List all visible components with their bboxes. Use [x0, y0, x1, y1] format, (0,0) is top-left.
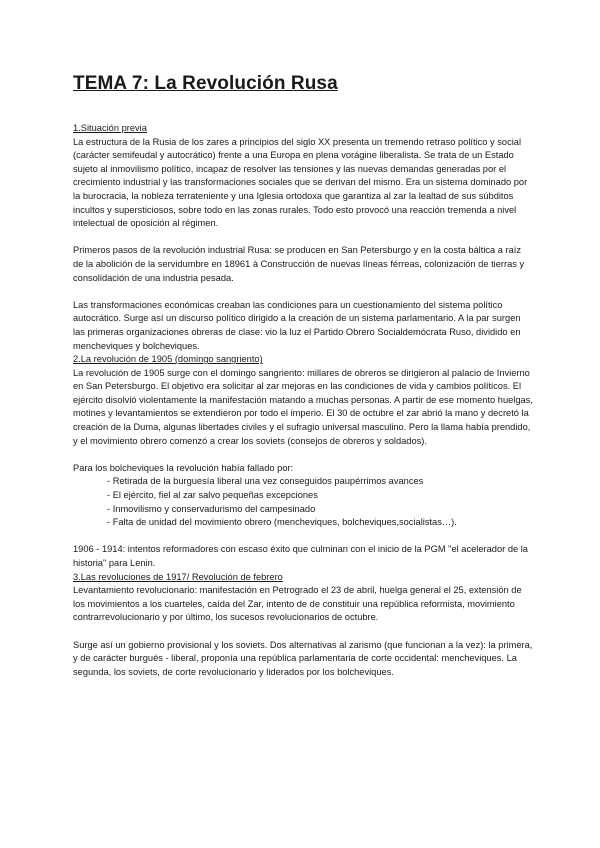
list-item: - Inmovilismo y conservadurismo del campesinado — [107, 503, 533, 517]
paragraph: Las transformaciones económicas creaban las condiciones para un cuestionamiento del sistema político autocrático. Surge así un discurso político dirigido a la creación de un sistema parlamentario. A la par surgen las primeras organizaciones obreras de clase: vio la luz el Partido Obrero Socialdemócrata Ruso, dividido en mencheviques y bolcheviques. — [73, 299, 521, 351]
section-heading-1: 1.Situación previa — [73, 123, 147, 133]
page-title: TEMA 7: La Revolución Rusa — [73, 73, 338, 94]
paragraph: Surge así un gobierno provisional y los soviets. Dos alternativas al zarismo (que funcionan a la vez): la primera, y de carácter burgués - liberal, proponía una república parlamentaria de corte occidental: mencheviques. La segunda, los soviets, de corte revolucionario y liderados por los bolcheviques. — [73, 639, 533, 677]
document-body — [73, 122, 533, 679]
paragraph: La revolución de 1905 surge con el domingo sangriento: millares de obreros se dirigieron al palacio de Invierno en San Petersburgo. El objetivo era solicitar al zar mejoras en las condiciones de vida y cambios políticos. El ejército disolvió violentamente la manifestación matando a muchas personas. A partir de ese momento huelgas, motines y levantamientos se extendieron por todo el imperio. El 30 de octubre el zar abrió la mano y decretó la creación de la Duma, algunas libertades civiles y el sufragio universal masculino. Pero la llama había prendido, y el movimiento obrero comenzó a crear los soviets (consejos de obreros y soldados). — [73, 367, 533, 446]
paragraph: La estructura de la Rusia de los zares a principios del siglo XX presenta un tremendo retraso político y social (carácter semifeudal y autocrático) frente a una Europa en plena vorágine liberalista. Se trata de un Estado sujeto al inmovilismo político, incapaz de resolver las tensiones y las nuevas demandas generadas por el crecimiento industrial y las transformaciones sociales que se derivan del mismo. Era un sistema dominado por la burocracia, la nobleza terrateniente y una Iglesia ortodoxa que garantiza al zar la lealtad de sus súbditos incultos y supersticiosos, sobre todo en las zonas rurales. Todo esto provocó una reacción tremenda a nivel intelectual de oposición al régimen. — [73, 136, 528, 229]
list-item: - El ejército, fiel al zar salvo pequeñas excepciones — [107, 489, 533, 503]
paragraph: Primeros pasos de la revolución industrial Rusa: se producen en San Petersburgo y en la costa báltica a raíz de la abolición de la servidumbre en 18961 à Construcción de nuevas líneas férreas, colonización de tierras y consolidación de una industria pesada. — [73, 245, 525, 283]
section-heading-3: 3.Las revoluciones de 1917/ Revolución de febrero — [73, 571, 283, 582]
paragraph: Para los bolcheviques la revolución había fallado por: — [73, 462, 294, 473]
bullet-list — [73, 475, 533, 529]
paragraph: 1906 - 1914: intentos reformadores con escaso éxito que culminan con el inicio de la PGM "el acelerador de la historia" para Lenin. — [73, 544, 528, 568]
section-heading-2: 2.La revolución de 1905 (domingo sangriento) — [73, 354, 263, 365]
paragraph: Levantamiento revolucionario: manifestación en Petrogrado el 23 de abril, huelga general el 25, extensión de los movimientos a los cuarteles, caída del Zar, intento de de constituir una república reformista, movimiento contrarrevolucionario y por último, los sucesos revolucionarios de octubre. — [73, 585, 522, 623]
list-item: - Falta de unidad del movimiento obrero (mencheviques, bolcheviques,socialistas…). — [107, 516, 533, 530]
list-item: - Retirada de la burguesía liberal una vez conseguidos paupérrimos avances — [107, 475, 533, 489]
